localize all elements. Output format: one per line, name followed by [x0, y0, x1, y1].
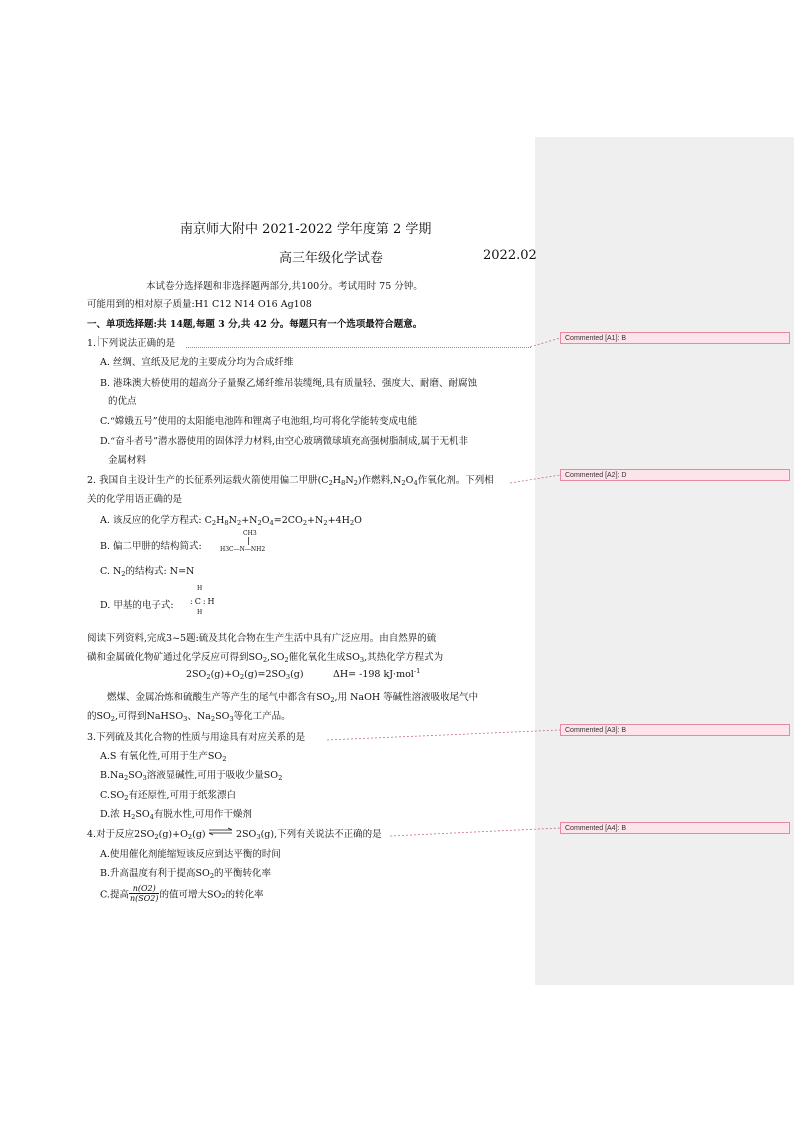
q2-electron-h-bottom: H	[197, 609, 203, 616]
equilibrium-arrow-icon	[0, 0, 1, 1]
q2-stem-line2: 关的化学用语正确的是	[87, 494, 183, 505]
reading-equation: $2SO_2(g)+O_2(g)=2SO_3(g)$	[186, 669, 304, 681]
reading-line2: 磺和金属硫化物矿通过化学反应可得到$SO_2,SO_2$催化氧化生成$SO_3$,其热化学方程式为	[87, 652, 444, 664]
atomic-masses: 可能用到的相对原子质量:H1 C12 N14 O16 Ag108	[87, 299, 312, 310]
q4-stem-end: $2SO_3(g)$,下列有关说法不正确的是	[236, 829, 382, 841]
comment-a4[interactable]: Commented [A4]: B	[560, 822, 790, 834]
exam-date: 2022.02	[483, 248, 537, 263]
q4-option-c: C.提高 $\frac{n(O2)}{n(SO2)}$ 的值可增大$SO_2$的转化率	[100, 884, 264, 903]
q1-option-d-line2: 金属材料	[108, 455, 147, 466]
q2-stem-line1: 2. 我国自主设计生产的长征系列运载火箭使用偏二甲肼$(C_2H_8N_2)$作燃料$,N_2O_4$作氧化剂。下列相	[87, 475, 494, 487]
exam-subtitle: 高三年级化学试卷	[279, 251, 384, 266]
comment-anchor-line-1	[186, 347, 531, 348]
q4-stem: 4.对于反应$2SO_2(g)+O_2(g)$	[87, 829, 206, 841]
comment-a3[interactable]: Commented [A3]: B	[560, 724, 790, 736]
reading-enthalpy: ΔH= -198 kJ·mol$^{-1}$	[333, 667, 421, 680]
q4-option-b: B.升高温度有利于提高$SO_2$的平衡转化率	[100, 868, 272, 880]
q2-option-a: A. 该反应的化学方程式: $C_2H_8N_2+N_2O_4=2CO_2+N_2+4H_2O$	[100, 515, 362, 527]
q2-option-b: B. 偏二甲肼的结构简式:	[100, 541, 202, 552]
q2-electron-h-top: H	[197, 585, 203, 592]
q2-structure-bond	[248, 537, 249, 545]
q1-option-c: C.“嫦娥五号”使用的太阳能电池阵和锂离子电池组,均可将化学能转变成电能	[100, 416, 418, 427]
comment-a1[interactable]: Commented [A1]: B	[560, 332, 790, 344]
q1-option-b-line2: 的优点	[108, 396, 137, 407]
reading-line1: 阅读下列资料,完成3~5题:硫及其化合物在生产生活中具有广泛应用。由自然界的硫	[87, 633, 437, 644]
q3-option-d: D.浓 $H_2SO_4$有脱水性,可用作干燥剂	[100, 809, 252, 821]
q1-option-d-line1: D.“奋斗者号”潜水器使用的固体浮力材料,由空心玻璃微球填充高强树脂制成,属于无机非	[100, 436, 469, 447]
q2-structure-ch3: CH3	[243, 530, 257, 537]
q3-stem: 3.下列硫及其化合物的性质与用途具有对应关系的是	[87, 732, 306, 743]
q2-electron-row: :C:H	[190, 597, 217, 606]
comment-a2[interactable]: Commented [A2]: D	[560, 469, 790, 481]
q4-option-a: A.使用催化剂能缩短该反应到达平衡的时间	[100, 849, 281, 860]
q2-structure-chain: H3C—N—NH2	[220, 546, 266, 553]
q2-option-d: D. 甲基的电子式:	[100, 600, 174, 611]
q3-option-a: A.S 有氧化性,可用于生产$SO_2$	[100, 751, 227, 763]
exam-intro: 本试卷分选择题和非选择题两部分,共100分。考试用时 75 分钟。	[146, 281, 423, 292]
q4-fraction: $\frac{n(O2)}{n(SO2)}$	[129, 884, 159, 903]
comment-pane	[535, 137, 794, 985]
exam-title: 南京师大附中 2021-2022 学年度第 2 学期	[180, 222, 432, 237]
q1-option-b-line1: B. 港珠澳大桥使用的超高分子量聚乙烯纤维吊装缆绳,具有质量轻、强度大、耐磨、耐腐蚀	[100, 378, 478, 389]
section-heading: 一、单项选择题:共 14题,每题 3 分,共 42 分。每题只有一个选项最符合题意。	[87, 319, 423, 330]
reading-line4: 的$SO_2$,可得到NaHSO$_3$、$Na_2SO_3$等化工产品。	[87, 711, 291, 723]
q3-option-c: $C.SO_2$有还原性,可用于纸浆漂白	[100, 790, 237, 802]
q3-option-b: $B.Na_2SO_3$溶液显碱性,可用于吸收少量$SO_2$	[100, 770, 283, 782]
q1-option-a: A. 丝绸、宣纸及尼龙的主要成分均为合成纤维	[100, 357, 294, 368]
q1-stem: 1. 下列说法正确的是	[87, 338, 176, 349]
q2-option-c: C. $N_2$的结构式: N=N	[100, 566, 195, 578]
reading-line3: 燃煤、金属冶炼和硫酸生产等产生的尾气中都含有$SO_2$,用 NaOH 等碱性溶液吸收尾气中	[107, 692, 479, 704]
